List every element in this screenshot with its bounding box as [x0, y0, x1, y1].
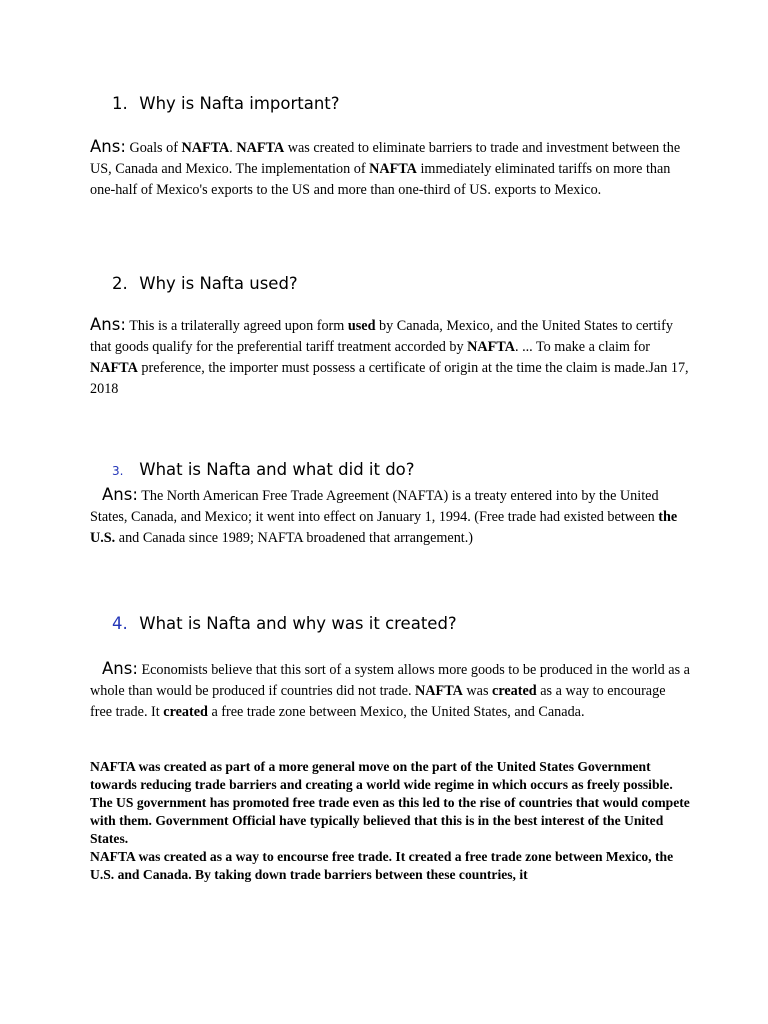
answer-text: immediately eliminated tariffs on more than one-half of Mexico's exports to the US and more than one-third of US. exports to Mexico.: [90, 161, 671, 198]
answer-text: was: [462, 683, 493, 699]
answer-text: by Canada, Mexico, and the United States to certify that goods qualify for the preferential tariff treatment accorded by: [90, 318, 673, 355]
question-number: 2.: [112, 274, 128, 293]
question-text: What is Nafta and why was it created?: [139, 614, 457, 633]
answer-bold-term: created: [492, 683, 537, 699]
answer-label: Ans:: [102, 659, 138, 678]
answer-text: a free trade zone between Mexico, the United States, and Canada.: [207, 704, 585, 720]
answer-text: .: [229, 140, 237, 156]
answer-4: [90, 658, 690, 723]
bold-notes: [90, 758, 690, 884]
question-2-heading: [112, 274, 298, 293]
answer-label: Ans:: [102, 485, 138, 504]
question-text: Why is Nafta important?: [139, 94, 340, 113]
question-text: Why is Nafta used?: [139, 274, 298, 293]
answer-label: Ans:: [90, 137, 126, 156]
answer-text: as a way to encourage free trade. It: [90, 683, 666, 720]
answer-text: The North American Free Trade Agreement (NAFTA) is a treaty entered into by the United States, Canada, and Mexico; it went into effect on January 1, 1994. (Free trade had existed between: [90, 488, 659, 525]
question-number: 1.: [112, 94, 128, 113]
question-1-heading: [112, 94, 340, 113]
bold-paragraph: The US government has promoted free trade even as this led to the rise of countries that would compete with them. Government Official have typically believed that this is in the best interest of the United States.: [90, 795, 690, 846]
answer-3: [90, 484, 690, 549]
answer-text: Goals of: [125, 140, 182, 156]
answer-label: Ans:: [90, 315, 126, 334]
answer-text: This is a trilaterally agreed upon form: [125, 318, 348, 334]
answer-bold-term: the U.S.: [90, 509, 678, 546]
answer-bold-term: NAFTA: [236, 140, 285, 156]
answer-text: preference, the importer must possess a certificate of origin at the time the claim is made.Jan 17, 2018: [90, 360, 689, 397]
answer-bold-term: created: [163, 704, 208, 720]
answer-text: and Canada since 1989; NAFTA broadened that arrangement.): [115, 530, 474, 546]
answer-bold-term: used: [347, 318, 376, 334]
question-number: 4.: [112, 614, 128, 633]
answer-bold-term: NAFTA: [467, 339, 515, 355]
question-4-heading: [112, 614, 457, 633]
answer-text: was created to eliminate barriers to trade and investment between the US, Canada and Mexico. The implementation of: [90, 140, 681, 177]
answer-bold-term: NAFTA: [415, 683, 463, 699]
question-number: 3.: [112, 464, 124, 478]
answer-bold-term: NAFTA: [90, 360, 138, 376]
question-text: What is Nafta and what did it do?: [139, 460, 415, 479]
answer-2: [90, 314, 690, 400]
answer-bold-term: NAFTA: [181, 140, 230, 156]
answer-bold-term: NAFTA: [369, 161, 417, 177]
answer-text: . ... To make a claim for: [514, 339, 651, 355]
bold-paragraph: NAFTA was created as a way to encourse free trade. It created a free trade zone between Mexico, the U.S. and Canada. By taking down trade barriers between these countries, it: [90, 849, 674, 882]
question-3-heading: [112, 460, 415, 479]
bold-paragraph: NAFTA was created as part of a more general move on the part of the United States Government towards reducing trade barriers and creating a world wide regime in which occurs as freely possible.: [90, 759, 673, 792]
answer-1: [90, 136, 690, 201]
answer-text: Economists believe that this sort of a system allows more goods to be produced in the world as a whole than would be produced if countries did not trade.: [90, 662, 690, 699]
